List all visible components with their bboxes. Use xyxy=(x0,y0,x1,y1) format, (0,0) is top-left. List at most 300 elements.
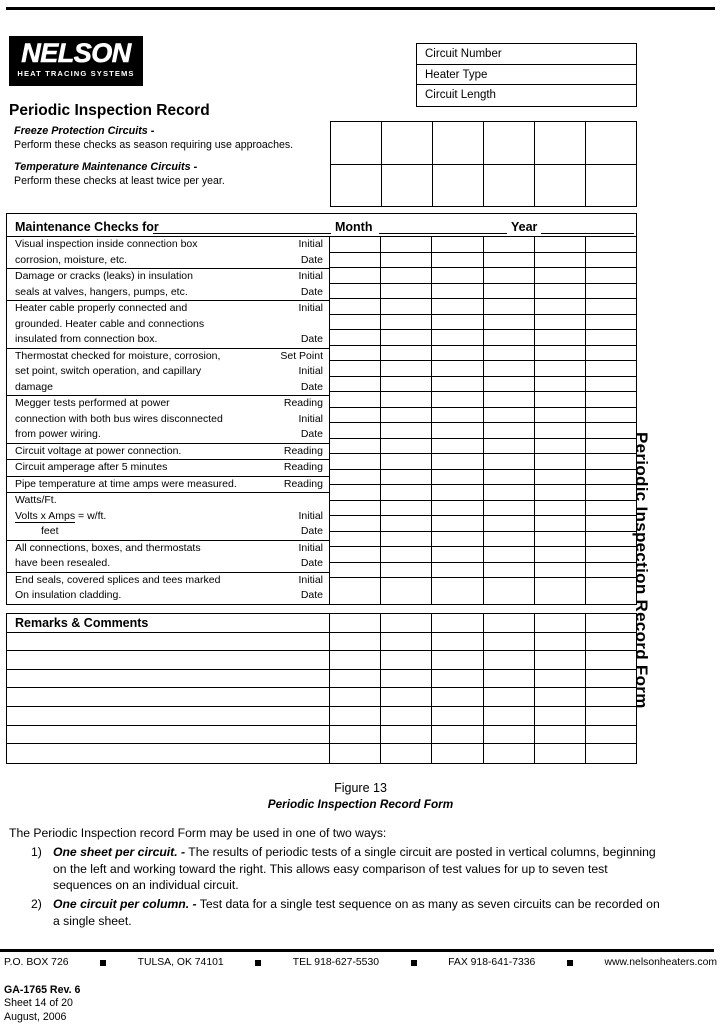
check-entry-cell[interactable] xyxy=(586,532,636,548)
check-entry-cell[interactable] xyxy=(432,516,482,532)
check-line-kind: Reading xyxy=(283,444,323,457)
remarks-entry-cell[interactable] xyxy=(381,688,431,707)
check-entry-cell[interactable] xyxy=(432,470,482,486)
check-entry-cell[interactable] xyxy=(330,361,380,377)
remarks-entry-cell[interactable] xyxy=(586,614,636,633)
check-entry-cell[interactable] xyxy=(484,454,534,470)
remarks-entry-cell[interactable] xyxy=(330,670,380,689)
check-line-text: insulated from connection box. xyxy=(15,333,158,345)
check-entry-cell[interactable] xyxy=(381,485,431,501)
check-entry-cell[interactable] xyxy=(432,578,482,594)
check-entry-cell[interactable] xyxy=(586,377,636,393)
check-entry-cell[interactable] xyxy=(484,470,534,486)
remarks-entry-cell[interactable] xyxy=(432,670,482,689)
circuit-header-cell[interactable] xyxy=(484,122,534,165)
check-entry-cell[interactable] xyxy=(381,454,431,470)
remarks-entry-cell[interactable] xyxy=(432,633,482,652)
check-line xyxy=(7,317,329,333)
check-entry-cell[interactable] xyxy=(381,578,431,594)
check-line-text: connection with both bus wires disconnected xyxy=(15,412,223,425)
remarks-entry-cell[interactable] xyxy=(535,726,585,745)
check-entry-cell[interactable] xyxy=(432,237,482,253)
check-line-kind: Date xyxy=(300,525,323,537)
check-entry-cell[interactable] xyxy=(484,423,534,439)
remarks-entry-cell[interactable] xyxy=(535,633,585,652)
remarks-entry-cell[interactable] xyxy=(586,744,636,763)
check-group xyxy=(7,477,329,494)
remarks-entry-cell[interactable] xyxy=(381,651,431,670)
check-entry-cell[interactable] xyxy=(432,268,482,284)
check-line-kind: Initial xyxy=(298,238,323,250)
check-entry-cell[interactable] xyxy=(330,454,380,470)
circuit-header-cell[interactable] xyxy=(586,122,636,165)
check-line xyxy=(7,524,329,540)
check-line xyxy=(7,444,329,460)
check-entry-cell[interactable] xyxy=(484,532,534,548)
check-entry-cell[interactable] xyxy=(432,501,482,517)
check-group xyxy=(7,269,329,301)
footer-square-bullet-icon xyxy=(411,960,417,966)
remarks-blank-row[interactable] xyxy=(7,744,329,763)
check-entry-cell[interactable] xyxy=(535,392,585,408)
circuit-header-col xyxy=(586,122,636,206)
usage-item-2-text: Test data for a single test sequence on as many as seven circuits can be recorded on a single sheet. xyxy=(53,897,660,928)
footer-square-bullet-icon xyxy=(567,960,573,966)
check-line-kind: Date xyxy=(300,253,323,266)
check-line-text: All connections, boxes, and thermostats xyxy=(15,541,201,554)
check-line-kind: Reading xyxy=(283,461,323,473)
check-entry-cell[interactable] xyxy=(535,299,585,315)
remarks-entry-cell[interactable] xyxy=(381,707,431,726)
check-entry-cell[interactable] xyxy=(586,501,636,517)
check-entry-cell[interactable] xyxy=(535,485,585,501)
check-entry-cell[interactable] xyxy=(381,315,431,331)
check-entry-cell[interactable] xyxy=(586,454,636,470)
check-entry-cell[interactable] xyxy=(381,392,431,408)
check-entry-cell[interactable] xyxy=(535,346,585,362)
page-title: Periodic Inspection Record xyxy=(9,102,210,119)
check-entry-cell[interactable] xyxy=(484,284,534,300)
remarks-entry-cell[interactable] xyxy=(484,670,534,689)
check-entry-cell[interactable] xyxy=(484,253,534,269)
check-line xyxy=(7,509,329,525)
circuit-header-cell[interactable] xyxy=(382,165,432,207)
check-entry-cell[interactable] xyxy=(484,377,534,393)
remarks-description-column xyxy=(7,614,330,763)
check-entry-cell[interactable] xyxy=(330,377,380,393)
remarks-entry-cell[interactable] xyxy=(535,707,585,726)
check-entry-cell[interactable] xyxy=(381,516,431,532)
check-entry-cell[interactable] xyxy=(535,315,585,331)
check-entry-cell[interactable] xyxy=(484,516,534,532)
check-entry-cell[interactable] xyxy=(586,423,636,439)
check-line-text: Visual inspection inside connection box xyxy=(15,238,198,250)
remarks-entry-cell[interactable] xyxy=(586,670,636,689)
check-entry-cell[interactable] xyxy=(330,470,380,486)
checks-header-blank-line[interactable] xyxy=(153,233,331,234)
remarks-table xyxy=(6,613,637,764)
check-group xyxy=(7,301,329,349)
check-entry-cell[interactable] xyxy=(484,299,534,315)
usage-item-1-number: 1) xyxy=(31,844,42,859)
check-entry-cell[interactable] xyxy=(330,408,380,424)
check-entry-cell[interactable] xyxy=(586,516,636,532)
check-entry-cell[interactable] xyxy=(484,408,534,424)
check-entry-cell[interactable] xyxy=(586,284,636,300)
note-freeze-body: Perform these checks as season requiring use approaches. xyxy=(14,138,294,151)
check-entry-cell[interactable] xyxy=(330,315,380,331)
footer-divider-rule xyxy=(0,949,714,952)
circuit-header-cell[interactable] xyxy=(331,122,381,165)
circuit-info-boxes xyxy=(416,43,637,107)
check-entry-cell[interactable] xyxy=(432,547,482,563)
remarks-entry-cell[interactable] xyxy=(586,707,636,726)
check-entry-cell[interactable] xyxy=(535,377,585,393)
circuit-header-grid xyxy=(330,121,637,207)
check-line xyxy=(7,427,329,443)
doc-number: GA-1765 Rev. 6 xyxy=(4,984,81,996)
check-entry-cell[interactable] xyxy=(586,268,636,284)
circuit-header-cell[interactable] xyxy=(382,122,432,165)
circuit-header-col xyxy=(535,122,586,206)
check-line-kind: Initial xyxy=(298,365,323,377)
remarks-entry-cell[interactable] xyxy=(586,726,636,745)
check-entry-cell[interactable] xyxy=(586,470,636,486)
check-line-text: Damage or cracks (leaks) in insulation xyxy=(15,270,193,282)
check-entry-cell[interactable] xyxy=(484,237,534,253)
circuit-header-cell[interactable] xyxy=(433,122,483,165)
check-line-kind: Initial xyxy=(298,412,323,425)
remarks-entry-cell[interactable] xyxy=(484,726,534,745)
check-entry-cell[interactable] xyxy=(535,284,585,300)
remarks-entry-cell[interactable] xyxy=(586,651,636,670)
info-row-circuit-number[interactable]: Circuit Number xyxy=(417,44,636,65)
remarks-entry-cell[interactable] xyxy=(432,614,482,633)
check-entry-cell[interactable] xyxy=(330,563,380,579)
footer-segment: TEL 918-627-5530 xyxy=(292,957,380,968)
check-entry-cell[interactable] xyxy=(484,501,534,517)
remarks-entry-cell[interactable] xyxy=(381,670,431,689)
remarks-entry-cell[interactable] xyxy=(432,726,482,745)
check-entry-cell[interactable] xyxy=(535,516,585,532)
note-temperature-maintenance xyxy=(14,161,314,188)
volts-amps-remainder: = w/ft. xyxy=(75,509,107,522)
figure-caption xyxy=(0,780,721,812)
check-entry-cell[interactable] xyxy=(535,253,585,269)
remarks-entry-cell[interactable] xyxy=(330,688,380,707)
check-entry-cell[interactable] xyxy=(330,578,380,594)
check-entry-cell[interactable] xyxy=(586,578,636,594)
check-line-kind: Initial xyxy=(298,302,323,314)
check-line-kind: Initial xyxy=(298,541,323,554)
remarks-entry-cell[interactable] xyxy=(381,726,431,745)
check-entry-cell[interactable] xyxy=(381,423,431,439)
remarks-entry-columns xyxy=(330,614,636,763)
check-entry-cell[interactable] xyxy=(381,361,431,377)
check-entry-cell[interactable] xyxy=(586,547,636,563)
remarks-entry-cell[interactable] xyxy=(330,726,380,745)
remarks-entry-cell[interactable] xyxy=(381,744,431,763)
remarks-entry-cell[interactable] xyxy=(381,633,431,652)
check-entry-cell[interactable] xyxy=(432,315,482,331)
check-entry-cell[interactable] xyxy=(330,439,380,455)
info-row-heater-type[interactable]: Heater Type xyxy=(417,65,636,86)
check-entry-cell[interactable] xyxy=(535,547,585,563)
check-entry-cell[interactable] xyxy=(535,454,585,470)
check-entry-cell[interactable] xyxy=(535,501,585,517)
check-entry-cell[interactable] xyxy=(432,299,482,315)
remarks-entry-cell[interactable] xyxy=(330,614,380,633)
check-entry-cell[interactable] xyxy=(432,346,482,362)
remarks-entry-cell[interactable] xyxy=(535,651,585,670)
maintenance-checks-table xyxy=(6,213,637,605)
check-entry-cell[interactable] xyxy=(432,408,482,424)
check-entry-cell[interactable] xyxy=(484,315,534,331)
check-entry-cell[interactable] xyxy=(535,268,585,284)
usage-item-2 xyxy=(9,896,664,930)
check-entry-cell[interactable] xyxy=(432,439,482,455)
check-entry-cell[interactable] xyxy=(432,563,482,579)
check-entry-cell[interactable] xyxy=(381,547,431,563)
check-entry-cell[interactable] xyxy=(586,361,636,377)
check-entry-cell[interactable] xyxy=(586,346,636,362)
check-entry-cell[interactable] xyxy=(381,330,431,346)
remarks-entry-cell[interactable] xyxy=(432,707,482,726)
check-line xyxy=(7,588,329,604)
figure-number: Figure 13 xyxy=(334,781,387,795)
remarks-entry-cell[interactable] xyxy=(586,633,636,652)
check-entry-cell[interactable] xyxy=(381,237,431,253)
remarks-entry-cell[interactable] xyxy=(535,670,585,689)
check-entry-cell[interactable] xyxy=(381,253,431,269)
remarks-blank-row[interactable] xyxy=(7,633,329,652)
check-entry-cell[interactable] xyxy=(432,423,482,439)
remarks-entry-cell[interactable] xyxy=(432,651,482,670)
usage-item-2-lead: One circuit per column. - xyxy=(53,897,197,912)
check-entry-cell[interactable] xyxy=(586,315,636,331)
circuit-header-cell[interactable] xyxy=(535,165,585,207)
check-entry-column xyxy=(535,237,586,604)
check-entry-cell[interactable] xyxy=(535,330,585,346)
remarks-blank-row[interactable] xyxy=(7,670,329,689)
check-entry-cell[interactable] xyxy=(381,532,431,548)
note-temp-lead: Temperature Maintenance Circuits - xyxy=(14,161,198,174)
explanatory-text xyxy=(9,825,664,930)
circuit-header-col xyxy=(382,122,433,206)
remarks-entry-cell[interactable] xyxy=(535,614,585,633)
check-group xyxy=(7,493,329,541)
checks-table-body xyxy=(7,237,636,604)
year-blank-line[interactable] xyxy=(541,233,634,234)
checks-table-header xyxy=(7,214,636,237)
check-entry-cell[interactable] xyxy=(432,361,482,377)
footer-segment: P.O. BOX 726 xyxy=(4,957,69,968)
check-entry-cell[interactable] xyxy=(381,563,431,579)
remarks-entry-cell[interactable] xyxy=(484,744,534,763)
check-line xyxy=(7,269,329,285)
check-entry-cell[interactable] xyxy=(586,408,636,424)
check-line-text: End seals, covered splices and tees marked xyxy=(15,573,221,586)
check-entry-cell[interactable] xyxy=(535,563,585,579)
circuit-header-cell[interactable] xyxy=(433,165,483,207)
check-entry-cell[interactable] xyxy=(484,392,534,408)
check-entry-cell[interactable] xyxy=(586,237,636,253)
remarks-entry-cell[interactable] xyxy=(432,744,482,763)
remarks-blank-row[interactable] xyxy=(7,688,329,707)
remarks-entry-cell[interactable] xyxy=(330,707,380,726)
footer-square-bullet-icon xyxy=(100,960,106,966)
check-entry-cell[interactable] xyxy=(330,268,380,284)
check-line-text: seals at valves, hangers, pumps, etc. xyxy=(15,285,188,298)
check-entry-cell[interactable] xyxy=(535,237,585,253)
remarks-entry-cell[interactable] xyxy=(484,633,534,652)
explanatory-intro: The Periodic Inspection record Form may be used in one of two ways: xyxy=(9,826,387,840)
check-entry-cell[interactable] xyxy=(484,563,534,579)
doc-sheet: Sheet 14 of 20 xyxy=(4,997,73,1010)
check-entry-cell[interactable] xyxy=(535,578,585,594)
check-entry-cell[interactable] xyxy=(432,284,482,300)
check-entry-cell[interactable] xyxy=(484,361,534,377)
check-line-text: On insulation cladding. xyxy=(15,589,122,601)
check-line-text: Watts/Ft. xyxy=(15,494,57,506)
check-entry-cell[interactable] xyxy=(535,532,585,548)
check-entry-cell[interactable] xyxy=(381,299,431,315)
checks-header-title: Maintenance Checks for xyxy=(15,220,159,234)
check-entry-cell[interactable] xyxy=(330,299,380,315)
check-line-kind: Reading xyxy=(283,477,323,490)
check-entry-cell[interactable] xyxy=(330,330,380,346)
check-line-text: Megger tests performed at power xyxy=(15,397,170,409)
remarks-entry-cell[interactable] xyxy=(330,744,380,763)
check-entry-cell[interactable] xyxy=(432,485,482,501)
check-group xyxy=(7,396,329,444)
remarks-blank-row[interactable] xyxy=(7,651,329,670)
usage-item-2-number: 2) xyxy=(31,897,42,912)
remarks-entry-column xyxy=(432,614,483,763)
remarks-entry-cell[interactable] xyxy=(535,688,585,707)
check-entry-cell[interactable] xyxy=(535,439,585,455)
circuit-header-col xyxy=(433,122,484,206)
circuit-header-cell[interactable] xyxy=(535,122,585,165)
check-entry-cell[interactable] xyxy=(330,392,380,408)
check-entry-cell[interactable] xyxy=(484,547,534,563)
check-entry-cell[interactable] xyxy=(381,377,431,393)
check-line-kind: Initial xyxy=(298,509,323,522)
footer-segment[interactable]: www.nelsonheaters.com xyxy=(604,957,718,968)
month-blank-line[interactable] xyxy=(379,233,507,234)
check-entry-cell[interactable] xyxy=(330,253,380,269)
remarks-blank-row[interactable] xyxy=(7,707,329,726)
check-entry-cell[interactable] xyxy=(432,454,482,470)
volts-amps-fraction: Volts x Amps xyxy=(15,509,76,522)
check-entry-cell[interactable] xyxy=(586,330,636,346)
check-line-text: corrosion, moisture, etc. xyxy=(15,253,128,266)
remarks-entry-cell[interactable] xyxy=(484,707,534,726)
circuit-header-cell[interactable] xyxy=(484,165,534,207)
check-entry-cell[interactable] xyxy=(484,485,534,501)
remarks-entry-cell[interactable] xyxy=(484,614,534,633)
check-line-kind: Date xyxy=(300,589,323,601)
check-entry-cell[interactable] xyxy=(586,485,636,501)
check-entry-cell[interactable] xyxy=(484,439,534,455)
check-entry-cell[interactable] xyxy=(330,423,380,439)
logo-tagline: HEAT TRACING SYSTEMS xyxy=(17,69,135,78)
check-entry-column xyxy=(330,237,381,604)
remarks-blank-row[interactable] xyxy=(7,726,329,745)
check-line xyxy=(7,541,329,557)
check-entry-cell[interactable] xyxy=(535,470,585,486)
remarks-entry-cell[interactable] xyxy=(586,688,636,707)
check-entry-cell[interactable] xyxy=(330,516,380,532)
check-entry-cell[interactable] xyxy=(586,392,636,408)
check-entry-cell[interactable] xyxy=(330,547,380,563)
check-entry-cell[interactable] xyxy=(432,532,482,548)
info-row-circuit-length[interactable]: Circuit Length xyxy=(425,89,496,101)
check-line-kind: Date xyxy=(300,557,323,569)
check-entry-cell[interactable] xyxy=(484,268,534,284)
remarks-entry-cell[interactable] xyxy=(381,614,431,633)
check-entry-cell[interactable] xyxy=(330,346,380,362)
check-line xyxy=(7,364,329,380)
check-entry-cell[interactable] xyxy=(586,439,636,455)
check-entry-cell[interactable] xyxy=(586,299,636,315)
check-entry-cell[interactable] xyxy=(432,330,482,346)
check-entry-cell[interactable] xyxy=(330,501,380,517)
check-entry-cell[interactable] xyxy=(330,284,380,300)
checks-description-column xyxy=(7,237,330,604)
check-entry-cell[interactable] xyxy=(535,423,585,439)
check-entry-cell[interactable] xyxy=(432,253,482,269)
remarks-entry-column xyxy=(535,614,586,763)
check-group xyxy=(7,573,329,604)
check-entry-cell[interactable] xyxy=(381,470,431,486)
check-entry-cell[interactable] xyxy=(432,377,482,393)
check-entry-cell[interactable] xyxy=(381,439,431,455)
check-entry-cell[interactable] xyxy=(535,408,585,424)
remarks-entry-cell[interactable] xyxy=(330,633,380,652)
check-line xyxy=(7,573,329,589)
check-entry-cell[interactable] xyxy=(381,346,431,362)
remarks-entry-cell[interactable] xyxy=(535,744,585,763)
remarks-entry-cell[interactable] xyxy=(484,651,534,670)
check-line-text: have been resealed. xyxy=(15,557,111,569)
remarks-entry-cell[interactable] xyxy=(432,688,482,707)
circuit-header-col xyxy=(331,122,382,206)
check-entry-cell[interactable] xyxy=(586,563,636,579)
remarks-entry-cell[interactable] xyxy=(330,651,380,670)
check-entry-cell[interactable] xyxy=(381,284,431,300)
circuit-header-cell[interactable] xyxy=(586,165,636,207)
check-entry-cell[interactable] xyxy=(381,268,431,284)
circuit-header-cell[interactable] xyxy=(331,165,381,207)
note-freeze-protection xyxy=(14,125,314,152)
check-line-text: from power wiring. xyxy=(15,428,101,440)
check-entry-cell[interactable] xyxy=(535,361,585,377)
check-entry-cell[interactable] xyxy=(330,485,380,501)
check-entry-cell[interactable] xyxy=(381,501,431,517)
check-entry-cell[interactable] xyxy=(330,532,380,548)
check-entry-cell[interactable] xyxy=(484,578,534,594)
year-label: Year xyxy=(511,220,538,234)
check-entry-cell[interactable] xyxy=(484,330,534,346)
check-entry-cell[interactable] xyxy=(484,346,534,362)
remarks-entry-cell[interactable] xyxy=(484,688,534,707)
check-entry-cell[interactable] xyxy=(432,392,482,408)
check-entry-cell[interactable] xyxy=(586,253,636,269)
check-entry-cell[interactable] xyxy=(330,237,380,253)
check-line-text: Heater cable properly connected and xyxy=(15,302,188,314)
check-entry-cell[interactable] xyxy=(381,408,431,424)
